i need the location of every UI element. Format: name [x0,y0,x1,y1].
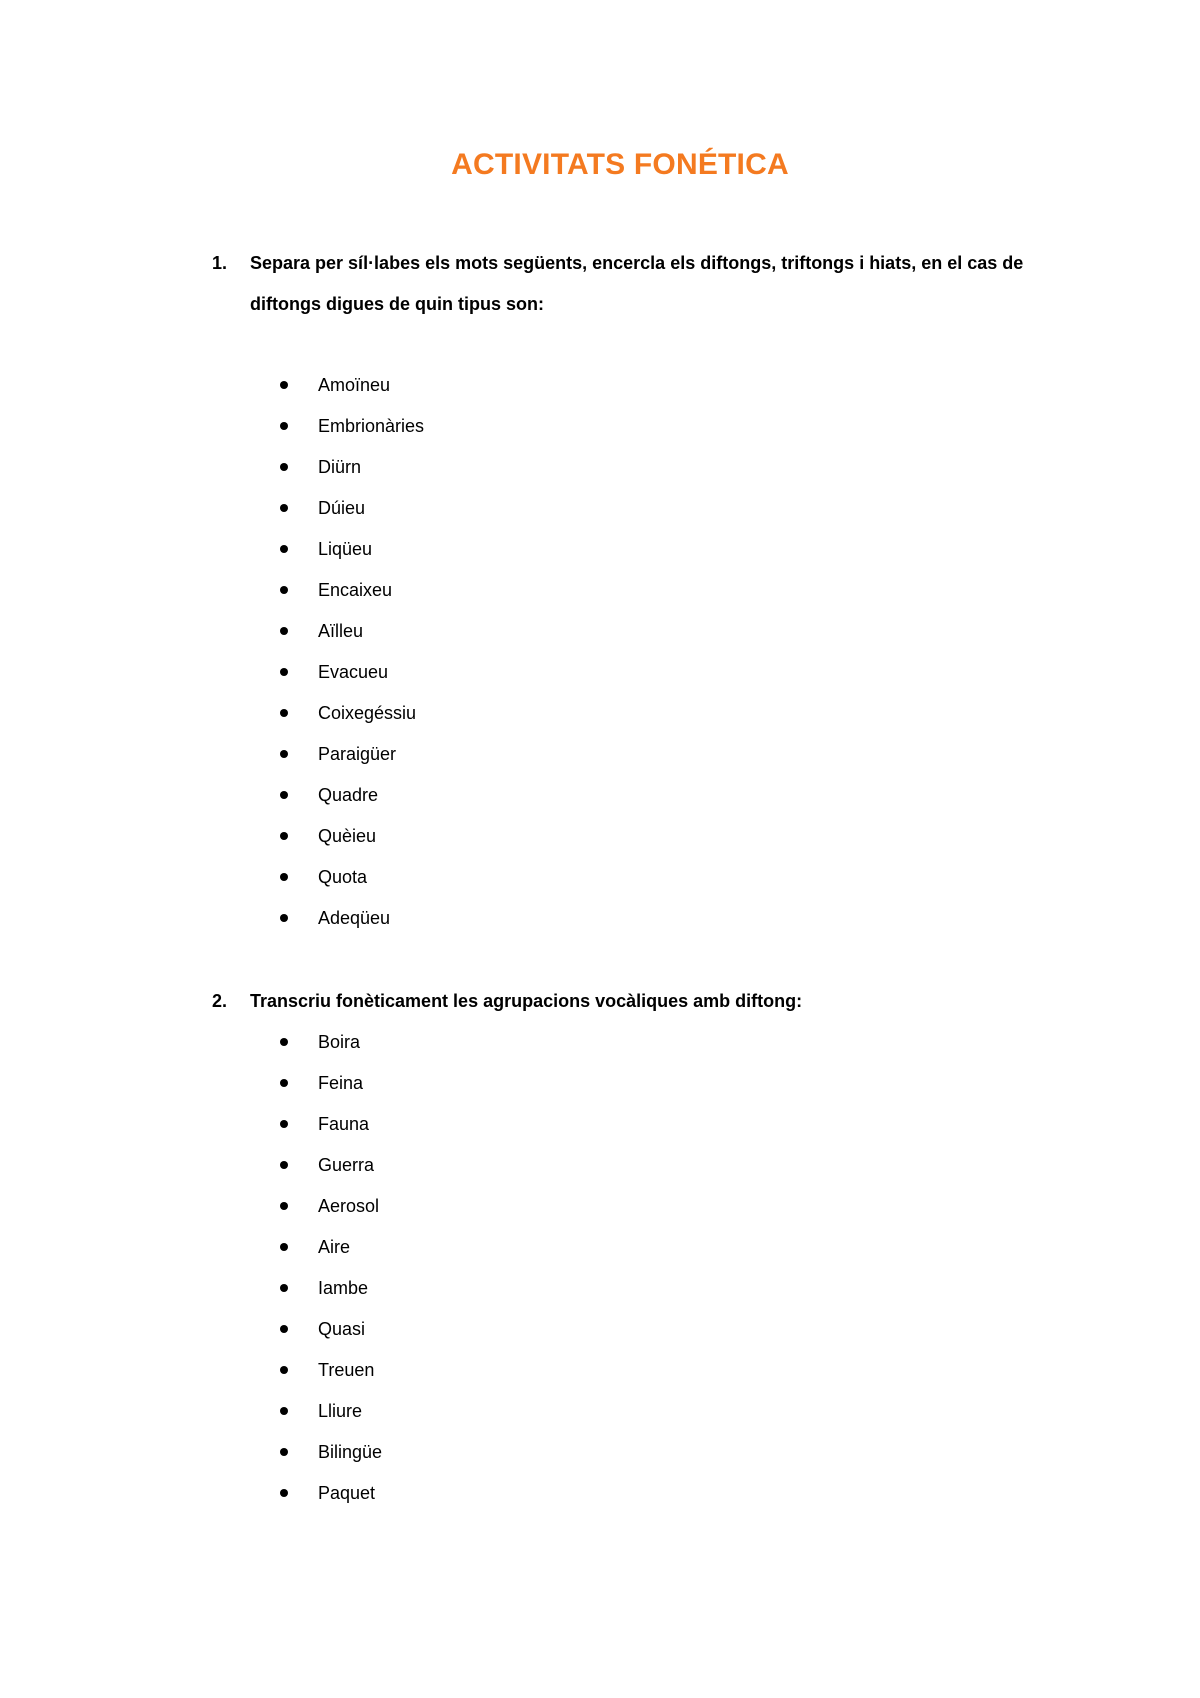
bullet-icon [280,832,288,840]
word-label: Iambe [318,1278,369,1298]
word-label: Feina [318,1073,364,1093]
word-label: Amoïneu [318,375,391,395]
word-label: Lliure [318,1401,363,1421]
word-label: Paquet [318,1483,376,1503]
bullet-icon [280,1325,288,1333]
word-label: Quèieu [318,826,377,846]
bullet-icon [280,1366,288,1374]
word-label: Guerra [318,1155,375,1175]
bullet-icon [280,504,288,512]
question-1 [212,243,1052,325]
question-2 [212,981,1052,1022]
bullet-icon [280,1243,288,1251]
word-label: Aïlleu [318,621,364,641]
word-label: Dúieu [318,498,366,518]
word-label: Encaixeu [318,580,393,600]
word-label: Embrionàries [318,416,425,436]
bullet-icon [280,791,288,799]
bullet-icon [280,586,288,594]
bullet-icon [280,1284,288,1292]
word-label: Adeqüeu [318,908,391,928]
bullet-icon [280,545,288,553]
word-label: Diürn [318,457,362,477]
bullet-icon [280,463,288,471]
bullet-icon [280,1120,288,1128]
word-label: Coixegéssiu [318,703,417,723]
bullet-icon [280,1448,288,1456]
bullet-icon [280,1161,288,1169]
word-label: Aerosol [318,1196,380,1216]
question-number: 1. [212,253,228,273]
bullet-icon [280,668,288,676]
bullet-icon [280,381,288,389]
word-label: Evacueu [318,662,389,682]
bullet-icon [280,627,288,635]
bullet-icon [280,750,288,758]
bullet-icon [280,1202,288,1210]
word-label: Treuen [318,1360,375,1380]
bullet-icon [280,914,288,922]
word-label: Quasi [318,1319,366,1339]
word-label: Fauna [318,1114,370,1134]
question-text: Separa per síl·labes els mots següents, encercla els diftongs, triftongs i hiats, en el cas de diftongs digues de quin tipus son: [250,253,1024,314]
question-text: Transcriu fonèticament les agrupacions vocàliques amb diftong: [250,991,803,1011]
bullet-icon [280,422,288,430]
bullet-icon [280,1079,288,1087]
word-label: Boira [318,1032,361,1052]
document-title: ACTIVITATS FONÉTICA [451,148,789,181]
word-label: Bilingüe [318,1442,383,1462]
bullet-icon [280,709,288,717]
bullet-icon [280,873,288,881]
word-label: Liqüeu [318,539,373,559]
bullet-icon [280,1407,288,1415]
word-label: Aire [318,1237,351,1257]
question-number: 2. [212,991,228,1011]
word-label: Quota [318,867,368,887]
word-label: Quadre [318,785,379,805]
bullet-icon [280,1489,288,1497]
word-label: Paraigüer [318,744,397,764]
bullet-icon [280,1038,288,1046]
